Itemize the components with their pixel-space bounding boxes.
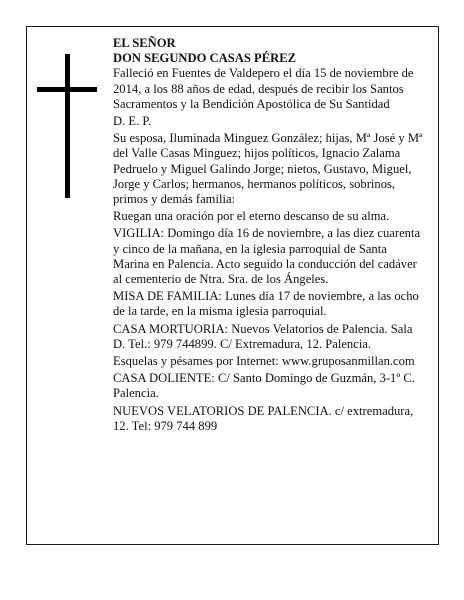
prayer-request: Ruegan una oración por el eterno descanso de su alma.	[113, 209, 390, 224]
rest-in-peace: D. E. P.	[113, 114, 152, 129]
latin-cross-icon	[37, 54, 97, 198]
family-list: Su esposa, Iluminada Minguez González; hijas, Mª José y Mª del Valle Casas Minguez; hijos políticos, Ignacio Zalama Pedruelo y Miguel Galindo Jorge; nietos, Gustavo, Miguel, Jorge y Carlos; hermanos, hermanos políticos, sobrinos, primos y demás familia:	[113, 131, 423, 207]
family-mass-details: MISA DE FAMILIA: Lunes día 17 de noviembre, a las ocho de la tarde, en la misma iglesia parroquial.	[113, 289, 419, 319]
cross-horizontal-bar	[37, 87, 97, 92]
vigil-details: VIGILIA: Domingo día 16 de noviembre, a las diez cuarenta y cinco de la mañana, en la iglesia parroquial de Santa Marina en Palencia. Acto seguido la conducción del cadáver al cementerio de Ntra. Sra. de los Ángeles.	[113, 226, 421, 287]
funeral-home-contact: NUEVOS VELATORIOS DE PALENCIA. c/ extremadura, 12. Tel: 979 744 899	[113, 403, 414, 433]
deceased-name: DON SEGUNDO CASAS PÉREZ	[113, 51, 296, 66]
online-condolences: Esquelas y pésames por Internet: www.gruposanmillan.com	[113, 354, 415, 369]
obituary-text	[113, 36, 423, 434]
death-announcement: Falleció en Fuentes de Valdepero el día 15 de noviembre de 2014, a los 88 años de edad, después de recibir los Santos Sacramentos y la Bendición Apostólica de Su Santidad	[113, 66, 414, 111]
family-home-address: CASA DOLIENTE: C/ Santo Domingo de Guzmán, 3-1º C. Palencia.	[113, 371, 415, 401]
funeral-home-details: CASA MORTUORIA: Nuevos Velatorios de Palencia. Sala D. Tel.: 979 744899. C/ Extremadura, 12. Palencia.	[113, 321, 413, 351]
cross-vertical-bar	[65, 54, 70, 198]
title-line: EL SEÑOR	[113, 36, 176, 50]
